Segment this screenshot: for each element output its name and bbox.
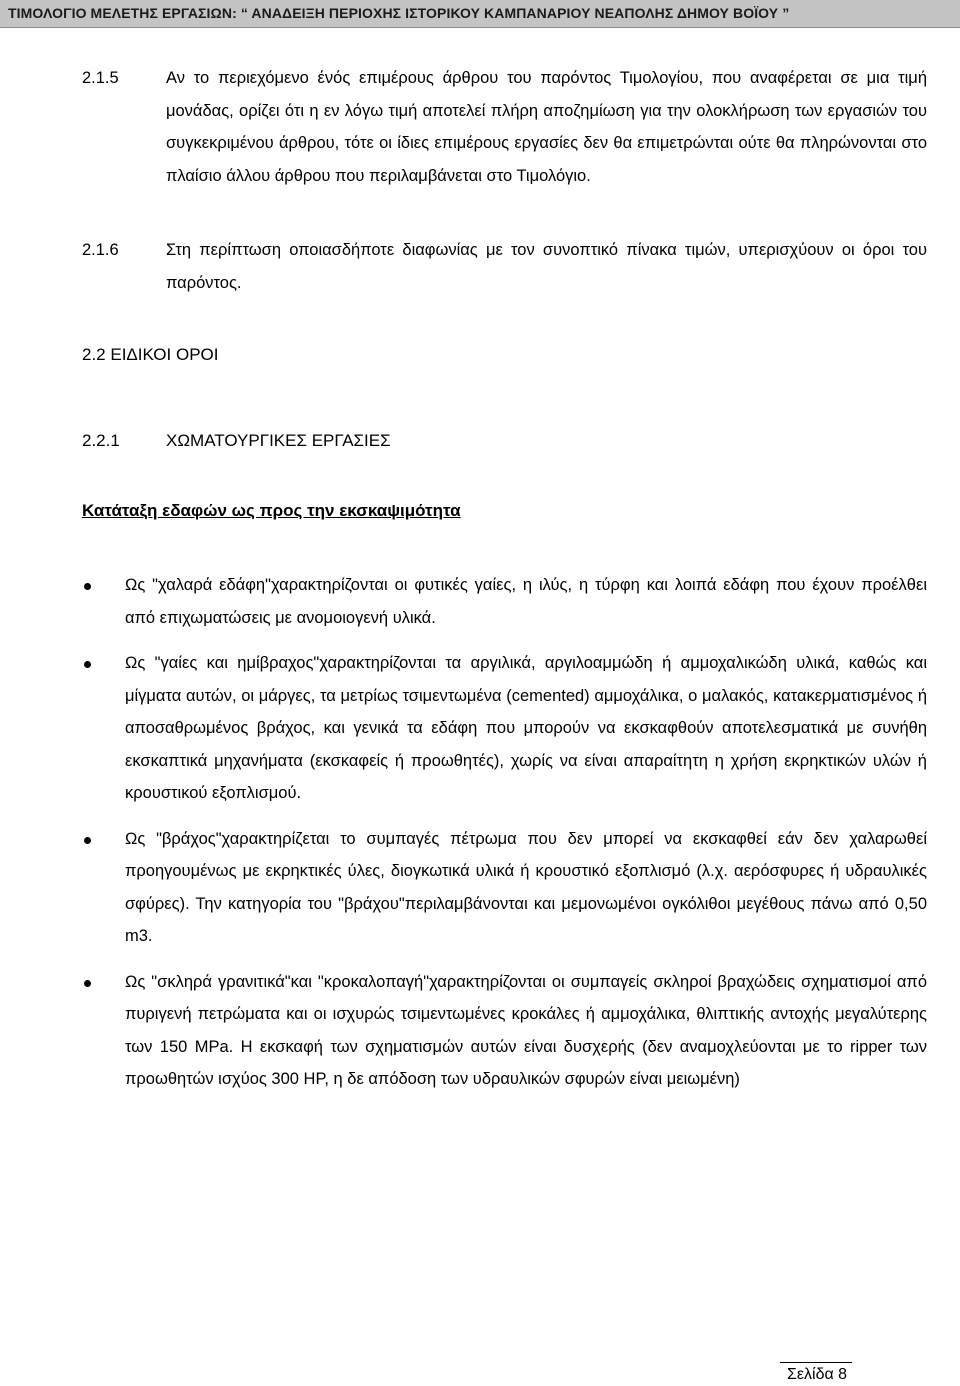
- document-header: [0, 0, 960, 28]
- bullet-icon: [84, 661, 91, 668]
- clause-2-1-6: [82, 234, 927, 299]
- clause-number: 2.1.5: [82, 69, 119, 87]
- classification-heading: Κατάταξη εδαφών ως προς την εκσκαψιμότητα: [82, 501, 461, 520]
- clause-text: Στη περίπτωση οποιασδήποτε διαφωνίας με τον συνοπτικό πίνακα τιμών, υπερισχύουν οι όροι του παρόντος.: [166, 241, 927, 292]
- bullet-icon: [84, 837, 91, 844]
- subsection-number: 2.2.1: [82, 431, 120, 450]
- section-heading: 2.2 ΕΙΔΙΚΟΙ ΟΡΟΙ: [82, 345, 219, 364]
- list-item-text: Ως "σκληρά γρανιτικά"και "κροκαλοπαγή"χαρακτηρίζονται οι συμπαγείς σκληροί βραχώδεις σχηματισμοί από πυριγενή πετρώματα και οι ισχυρώς τσιμεντωμένες κροκάλες ή αμμοχάλικα, θλιπτικής αντοχής μεγαλύτερης των 150 MPa. Η εκσκαφή των σχηματισμών αυτών είναι δυσχερής (δεν αναμοχλεύονται με το ripper των προωθητών ισχύος 300 HP, η δε απόδοση των υδραυλικών σφυρών είναι μειωμένη): [125, 972, 927, 1088]
- list-item-text: Ως "χαλαρά εδάφη"χαρακτηρίζονται οι φυτικές γαίες, η ιλύς, η τύρφη και λοιπά εδάφη που έχουν προέλθει από επιχωματώσεις με ανομοιογενή υλικά.: [125, 576, 927, 627]
- subsection-heading: [82, 431, 391, 451]
- clause-text: Αν το περιεχόμενο ένός επιμέρους άρθρου του παρόντος Τιμολογίου, που αναφέρεται σε μια τιμή μονάδας, ορίζει ότι η εν λόγω τιμή αποτελεί πλήρη αποζημίωση για την ολοκλήρωση των εργασιών του συγκεκριμένου άρθρου, τότε οι ίδιες επιμέρους εργασίες δεν θα επιμετρώνται ούτε θα πληρώνονται στο πλαίσιο άλλου άρθρου που περιλαμβάνεται στο Τιμολόγιο.: [166, 69, 927, 185]
- subsection-title: ΧΩΜΑΤΟΥΡΓΙΚΕΣ ΕΡΓΑΣΙΕΣ: [166, 431, 391, 450]
- page-number: Σελίδα 8: [787, 1366, 848, 1383]
- footer-divider: [780, 1362, 852, 1363]
- bullet-icon: [84, 980, 91, 987]
- soil-classification-list: [82, 569, 927, 1109]
- clause-number: 2.1.6: [82, 241, 119, 259]
- bullet-icon: [84, 583, 91, 590]
- list-item-text: Ως "βράχος"χαρακτηρίζεται το συμπαγές πέτρωμα που δεν μπορεί να εκσκαφθεί εάν δεν χαλαρωθεί προηγουμένως με εκρηκτικές ύλες, διογκωτικά υλικά ή κρουστικό εξοπλισμό (λ.χ. αερόσφυρες ή υδραυλικές σφύρες). Την κατηγορία του "βράχου"περιλαμβάνονται και μεμονωμένοι ογκόλιθοι μεγέθους πάνω από 0,50 m3.: [125, 829, 927, 945]
- list-item: [82, 569, 927, 634]
- header-title: ΤΙΜΟΛΟΓΙΟ ΜΕΛΕΤΗΣ ΕΡΓΑΣΙΩΝ: “ ΑΝΑΔΕΙΞΗ ΠΕΡΙΟΧΗΣ ΙΣΤΟΡΙΚΟΥ ΚΑΜΠΑΝΑΡΙΟΥ ΝΕΑΠΟΛΗΣ ΔΗΜΟΥ ΒΟΪΟΥ ”: [8, 5, 790, 21]
- list-item: [82, 647, 927, 810]
- list-item-text: Ως "γαίες και ημίβραχος"χαρακτηρίζονται τα αργιλικά, αργιλοαμμώδη ή αμμοχαλικώδη υλικά, καθώς και μίγματα αυτών, οι μάργες, τα μετρίως τσιμεντωμένα (cemented) αμμοχάλικα, ο μαλακός, κατακερματισμένος ή αποσαθρωμένος βράχος, και γενικά τα εδάφη που μπορούν να εκσκαφθούν αποτελεσματικά με συνήθη εκσκαπτικά μηχανήματα (εκσκαφείς ή προωθητές), χωρίς να είναι απαραίτητη η χρήση εκρηκτικών υλών ή κρουστικού εξοπλισμού.: [125, 654, 927, 802]
- list-item: [82, 823, 927, 953]
- clause-2-1-5: [82, 62, 927, 192]
- list-item: [82, 966, 927, 1096]
